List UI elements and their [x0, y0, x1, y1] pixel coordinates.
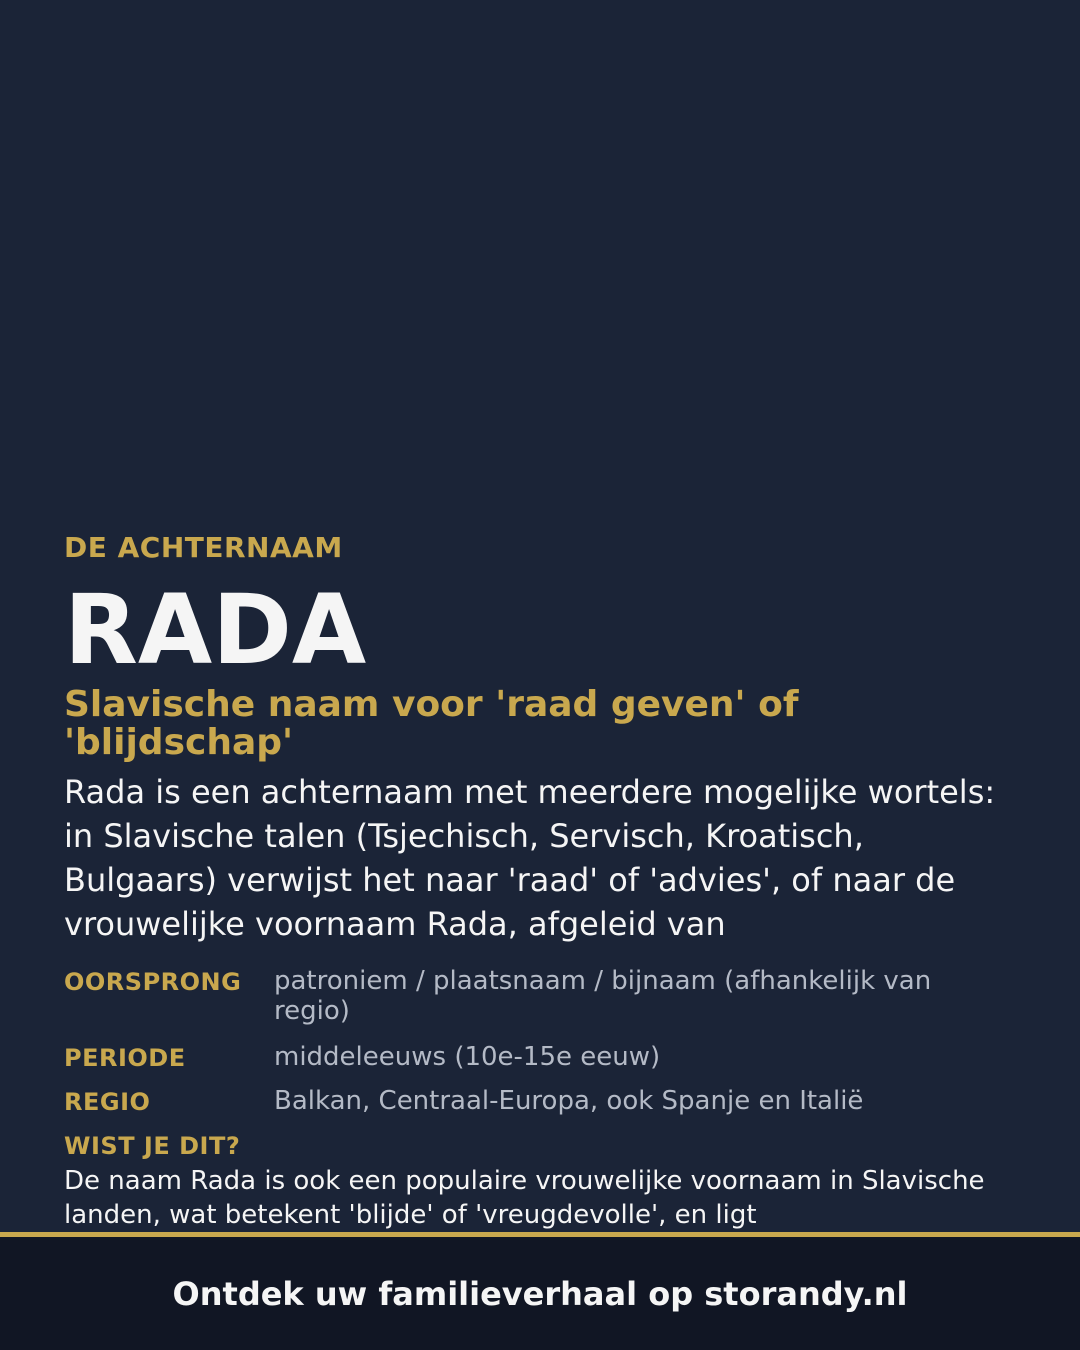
did-you-know-label: WIST JE DIT?	[64, 1132, 241, 1160]
fact-label-period: PERIODE	[64, 1044, 186, 1072]
fact-label-region: REGIO	[64, 1088, 151, 1116]
did-you-know-text: De naam Rada is ook een populaire vrouwelijke voornaam in Slavische landen, wat betekent 'blijde' of 'vreugdevolle', en ligt	[64, 1166, 985, 1230]
fact-value-origin: patroniem / plaatsnaam / bijnaam (afhankelijk van regio)	[274, 966, 932, 1026]
surname-title: RADA	[64, 574, 367, 686]
fact-label-origin: OORSPRONG	[64, 968, 242, 996]
surname-description: Rada is een achternaam met meerdere mogelijke wortels: in Slavische talen (Tsjechisch, Servisch, Kroatisch, Bulgaars) verwijst het naar 'raad' of 'advies', of naar de vrouwelijke voornaam Rada, afgeleid van	[64, 773, 996, 943]
footer-cta-text: Ontdek uw familieverhaal op storandy.nl	[172, 1274, 908, 1313]
fact-value-region: Balkan, Centraal-Europa, ook Spanje en Italië	[274, 1086, 864, 1116]
fact-value-period: middeleeuws (10e-15e eeuw)	[274, 1042, 661, 1072]
surname-subtitle: Slavische naam voor 'raad geven' of 'blijdschap'	[64, 684, 799, 763]
eyebrow-label: DE ACHTERNAAM	[64, 531, 343, 564]
footer-banner	[0, 1232, 1080, 1350]
